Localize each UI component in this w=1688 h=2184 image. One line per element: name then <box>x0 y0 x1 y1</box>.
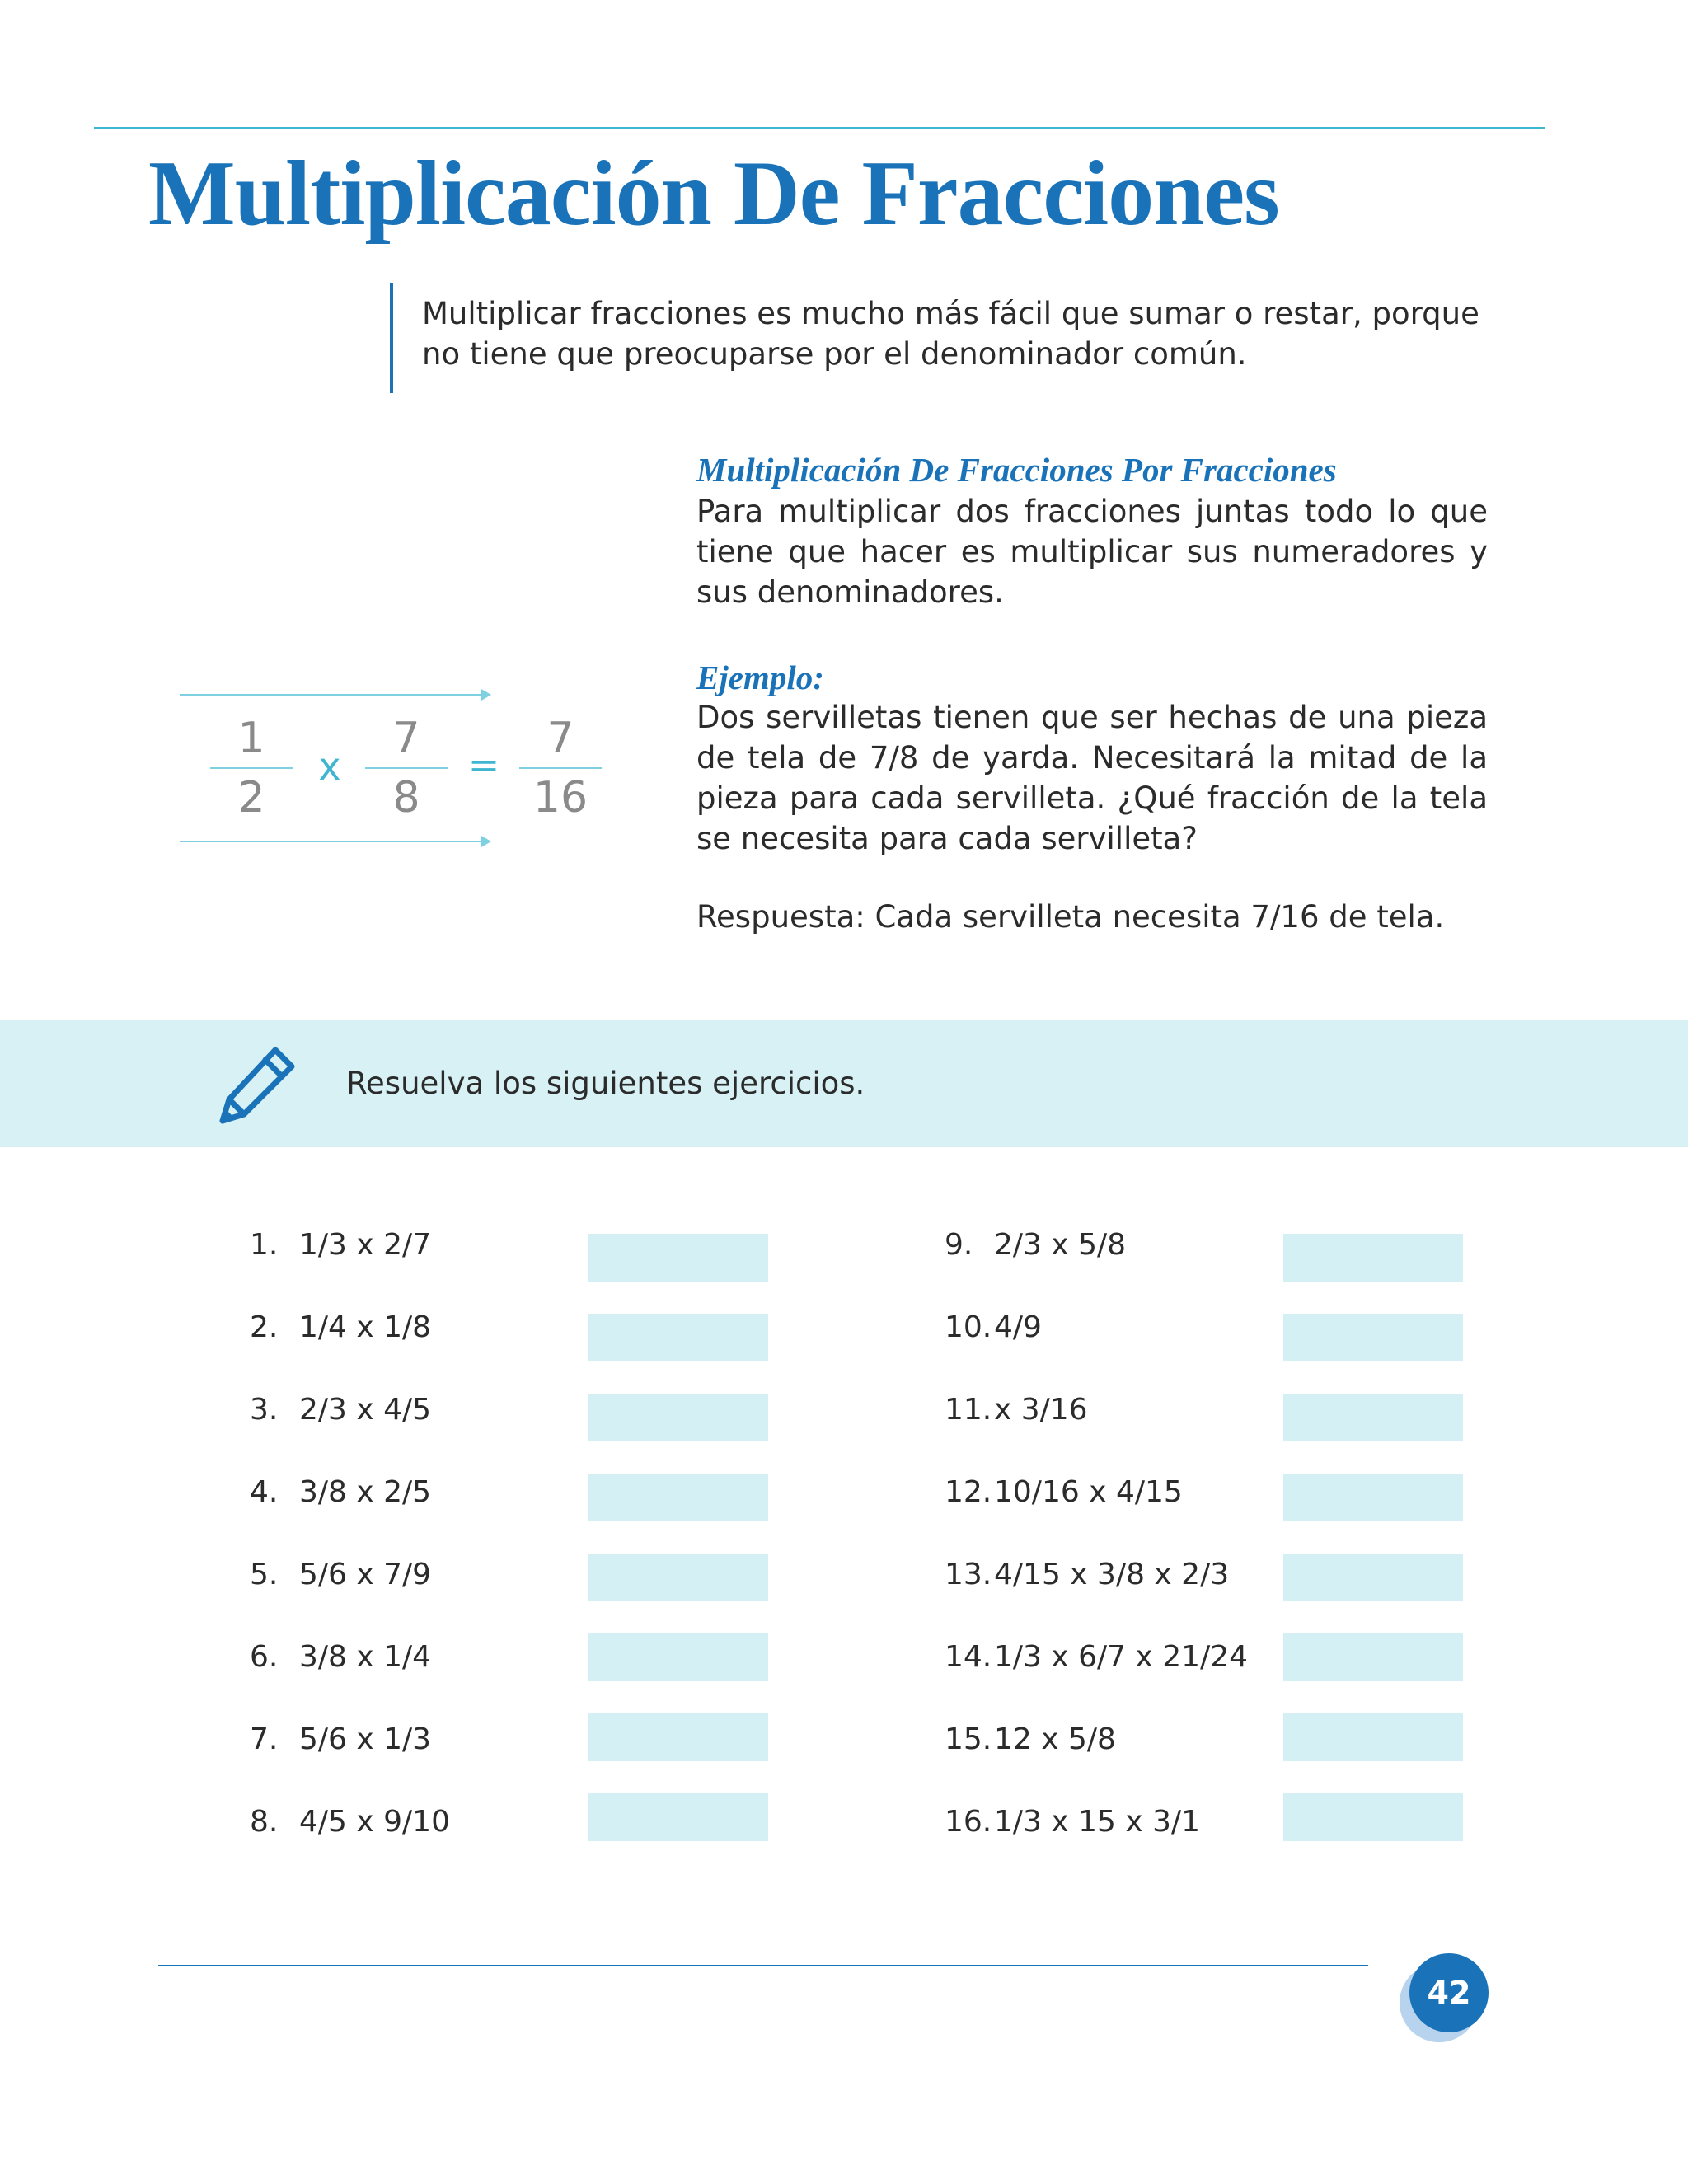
bottom-arrow <box>180 841 488 842</box>
equals-sign: = <box>467 743 500 787</box>
fraction-2-numerator: 7 <box>392 714 420 763</box>
fraction-result-bar <box>519 767 602 769</box>
exercise-6: 6. 3/8 x 1/4 <box>250 1640 432 1674</box>
fraction-1-numerator: 1 <box>237 714 265 763</box>
fraction-1-denominator: 2 <box>237 773 265 823</box>
intro-text: Multiplicar fracciones es mucho más fácil que sumar o restar, porque no tiene que preocuparse por el denominador común. <box>422 296 1479 372</box>
answer-box-12[interactable] <box>1283 1474 1463 1521</box>
answer-box-13[interactable] <box>1283 1554 1463 1601</box>
exercise-1: 1. 1/3 x 2/7 <box>250 1228 432 1262</box>
times-sign: x <box>318 744 341 789</box>
example-heading: Ejemplo: <box>696 658 824 696</box>
example-text: Dos servilletas tienen que ser hechas de una pieza de tela de 7/8 de yarda. Necesitará la mitad de la pieza para cada servilleta. ¿Qué fracción de la tela se necesita para cada servilleta? <box>696 700 1488 856</box>
answer-box-16[interactable] <box>1283 1793 1463 1841</box>
answer-box-2[interactable] <box>588 1314 768 1361</box>
answer-box-8[interactable] <box>588 1793 768 1841</box>
fraction-2-bar <box>365 767 448 769</box>
example-answer: Respuesta: Cada servilleta necesita 7/16 de tela. <box>696 899 1445 935</box>
answer-box-10[interactable] <box>1283 1314 1463 1361</box>
page-title: Multiplicación De Fracciones <box>148 143 1279 245</box>
exercise-3: 3. 2/3 x 4/5 <box>250 1393 432 1427</box>
exercise-11: 11.x 3/16 <box>945 1393 1088 1427</box>
exercise-8: 8. 4/5 x 9/10 <box>250 1805 450 1839</box>
answer-box-15[interactable] <box>1283 1713 1463 1761</box>
exercise-10: 10.4/9 <box>945 1310 1042 1344</box>
answer-box-4[interactable] <box>588 1474 768 1521</box>
fraction-1 <box>210 714 293 823</box>
answer-box-3[interactable] <box>588 1394 768 1441</box>
page-number: 42 <box>1409 1953 1489 2032</box>
answer-box-6[interactable] <box>588 1633 768 1681</box>
bottom-rule <box>158 1965 1368 1966</box>
fraction-result <box>519 714 602 823</box>
exercise-9: 9. 2/3 x 5/8 <box>945 1228 1127 1262</box>
exercise-15: 15.12 x 5/8 <box>945 1722 1116 1756</box>
fraction-result-denominator: 16 <box>532 773 588 823</box>
exercise-12: 12.10/16 x 4/15 <box>945 1475 1183 1509</box>
answer-box-11[interactable] <box>1283 1394 1463 1441</box>
section-heading: Multiplicación De Fracciones Por Fracciones <box>696 451 1337 489</box>
top-rule <box>94 127 1545 129</box>
pencil-icon <box>211 1040 302 1131</box>
fraction-2 <box>365 714 448 823</box>
exercise-13: 13.4/15 x 3/8 x 2/3 <box>945 1558 1230 1591</box>
answer-box-1[interactable] <box>588 1234 768 1282</box>
intro-accent-bar <box>390 283 393 393</box>
exercise-16: 16.1/3 x 15 x 3/1 <box>945 1805 1201 1839</box>
fraction-2-denominator: 8 <box>392 773 420 823</box>
fraction-result-numerator: 7 <box>546 714 574 763</box>
exercise-14: 14.1/3 x 6/7 x 21/24 <box>945 1640 1249 1674</box>
exercise-5: 5. 5/6 x 7/9 <box>250 1558 432 1591</box>
exercise-2: 2. 1/4 x 1/8 <box>250 1310 432 1344</box>
section-text: Para multiplicar dos fracciones juntas todo lo que tiene que hacer es multiplicar sus numeradores y sus denominadores. <box>696 494 1488 610</box>
answer-box-7[interactable] <box>588 1713 768 1761</box>
top-arrow <box>180 694 488 696</box>
instruction-text: Resuelva los siguientes ejercicios. <box>346 1066 865 1101</box>
answer-box-5[interactable] <box>588 1554 768 1601</box>
exercise-4: 4. 3/8 x 2/5 <box>250 1475 432 1509</box>
exercise-7: 7. 5/6 x 1/3 <box>250 1722 432 1756</box>
answer-box-9[interactable] <box>1283 1234 1463 1282</box>
fraction-1-bar <box>210 767 293 769</box>
answer-box-14[interactable] <box>1283 1633 1463 1681</box>
